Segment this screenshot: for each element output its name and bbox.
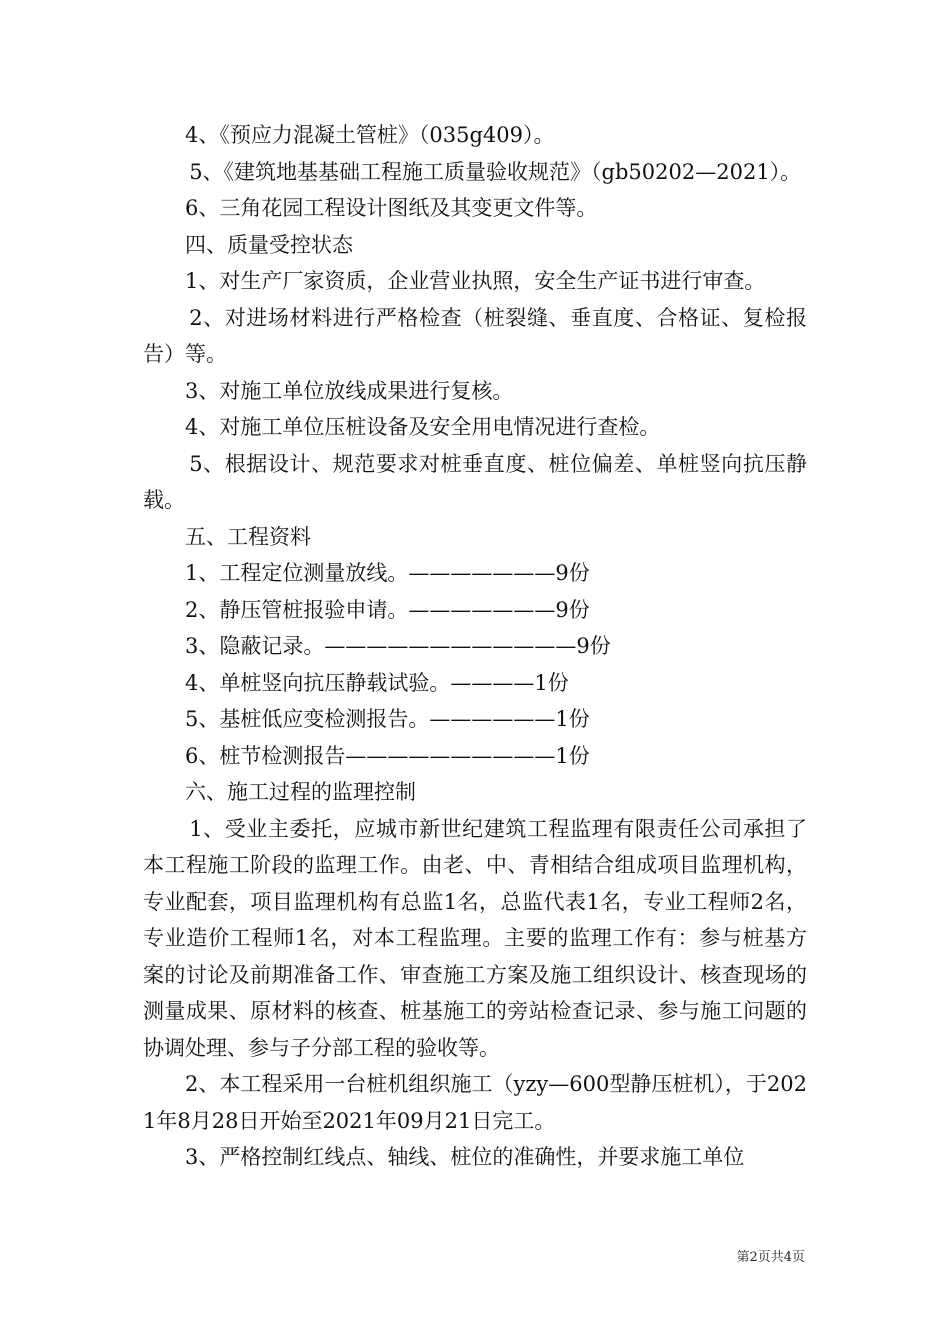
- paragraph: 4、《预应力混凝土管桩》（035g409）。: [185, 123, 555, 147]
- list-item: 5、基桩低应变检测报告。——————1份: [185, 707, 590, 731]
- paragraph: 1、受业主委托，应城市新世纪建筑工程监理有限责任公司承担了本工程施工阶段的监理工作。由老、中、青相结合组成项目监理机构，专业配套，项目监理机构有总监1名，总监代表1名，专业工程师2名，专业造价工程师1名，对本工程监理。主要的监理工作有：参与桩基方案的讨论及前期准备工作、审查施工方案及施工组织设计、核查现场的测量成果、原材料的核查、桩基施工的旁站检查记录、参与施工问题的协调处理、参与子分部工程的验收等。: [143, 816, 807, 1060]
- section-heading: 四、质量受控状态: [185, 232, 353, 257]
- paragraph: 3、对施工单位放线成果进行复核。: [185, 378, 514, 403]
- page-number-footer: 第2页共4页: [736, 1250, 805, 1265]
- paragraph: 4、对施工单位压桩设备及安全用电情况进行查检。: [185, 415, 661, 439]
- paragraph: 2、本工程采用一台桩机组织施工（yzy—600型静压桩机），于2021年8月28日开始至2021年09月21日完工。: [143, 1072, 807, 1133]
- list-item: 2、静压管桩报验申请。———————9份: [185, 597, 590, 622]
- list-item: 3、隐蔽记录。————————————9份: [185, 634, 611, 658]
- section-heading: 六、施工过程的监理控制: [185, 780, 416, 804]
- paragraph: 2、对进场材料进行严格检查（桩裂缝、垂直度、合格证、复检报告）等。: [143, 305, 807, 366]
- paragraph: 3、严格控制红线点、轴线、桩位的准确性，并要求施工单位: [185, 1145, 745, 1169]
- document-body: [143, 117, 807, 1176]
- list-item: 1、工程定位测量放线。———————9份: [185, 561, 590, 585]
- list-item: 6、桩节检测报告——————————1份: [185, 743, 590, 768]
- section-heading: 五、工程资料: [185, 524, 311, 549]
- paragraph: 6、三角花园工程设计图纸及其变更文件等。: [185, 196, 598, 220]
- paragraph: 5、根据设计、规范要求对桩垂直度、桩位偏差、单桩竖向抗压静载。: [143, 451, 807, 512]
- paragraph: 1、对生产厂家资质，企业营业执照，安全生产证书进行审查。: [185, 269, 766, 293]
- list-item: 4、单桩竖向抗压静载试验。————1份: [185, 670, 569, 695]
- paragraph: 5、《建筑地基基础工程施工质量验收规范》（gb50202—2021）。: [189, 159, 802, 184]
